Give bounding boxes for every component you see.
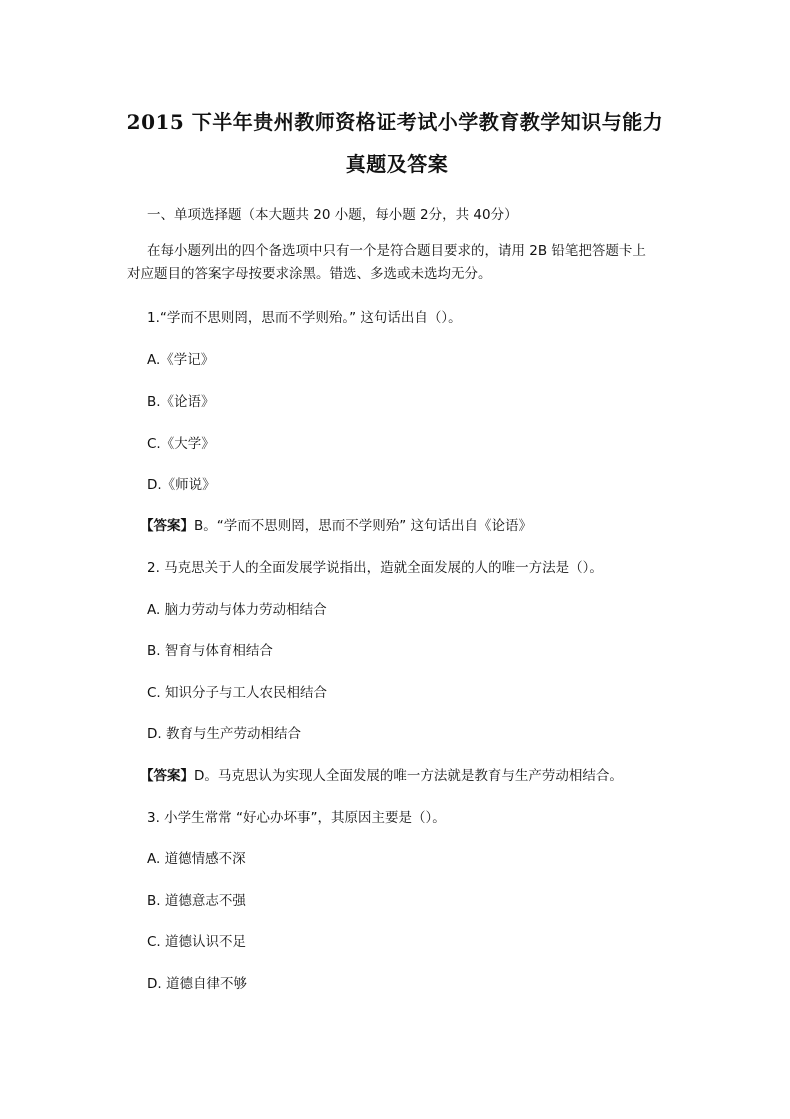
question-1-option-d: D.《师说》: [147, 477, 216, 493]
document-title-line-2: 真题及答案: [345, 152, 449, 176]
document-title-line-1: 2015 下半年贵州教师资格证考试小学教育教学知识与能力: [126, 110, 664, 134]
instructions-line-1: 在每小题列出的四个备选项中只有一个是符合题目要求的，请用 2B 铅笔把答题卡上: [147, 243, 646, 259]
section-instructions: [127, 240, 667, 286]
question-2-option-d: D. 教育与生产劳动相结合: [147, 726, 301, 742]
question-1-stem: 1.“学而不思则罔，思而不学则殆。” 这句话出自（）。: [147, 310, 462, 326]
question-3-option-b: B. 道德意志不强: [147, 893, 246, 909]
section-heading: 一、单项选择题（本大题共 20 小题，每小题 2分，共 40分）: [147, 207, 518, 223]
question-2-answer: [140, 764, 623, 784]
question-3-stem: 3. 小学生常常 “好心办坏事”，其原因主要是（）。: [147, 810, 446, 826]
question-2-option-a: A. 脑力劳动与体力劳动相结合: [147, 602, 327, 618]
question-3-option-a: A. 道德情感不深: [147, 851, 246, 867]
question-3-option-c: C. 道德认识不足: [147, 934, 247, 950]
instructions-line-2: 对应题目的答案字母按要求涂黑。错选、多选或未选均无分。: [127, 266, 492, 282]
question-1-answer: [140, 514, 532, 534]
question-1-option-c: C.《大学》: [147, 436, 215, 452]
question-3-option-d: D. 道德自律不够: [147, 976, 247, 992]
answer-text: D。马克思认为实现人全面发展的唯一方法就是教育与生产劳动相结合。: [194, 768, 623, 784]
question-2-stem: 2. 马克思关于人的全面发展学说指出，造就全面发展的人的唯一方法是（）。: [147, 560, 603, 576]
answer-label: 【答案】: [140, 768, 194, 784]
question-2-option-c: C. 知识分子与工人农民相结合: [147, 685, 328, 701]
question-2-option-b: B. 智育与体育相结合: [147, 643, 273, 659]
question-1-option-b: B.《论语》: [147, 394, 215, 410]
question-1-option-a: A.《学记》: [147, 352, 215, 368]
answer-label: 【答案】: [140, 518, 194, 534]
answer-text: B。“学而不思则罔，思而不学则殆” 这句话出自《论语》: [194, 518, 533, 534]
